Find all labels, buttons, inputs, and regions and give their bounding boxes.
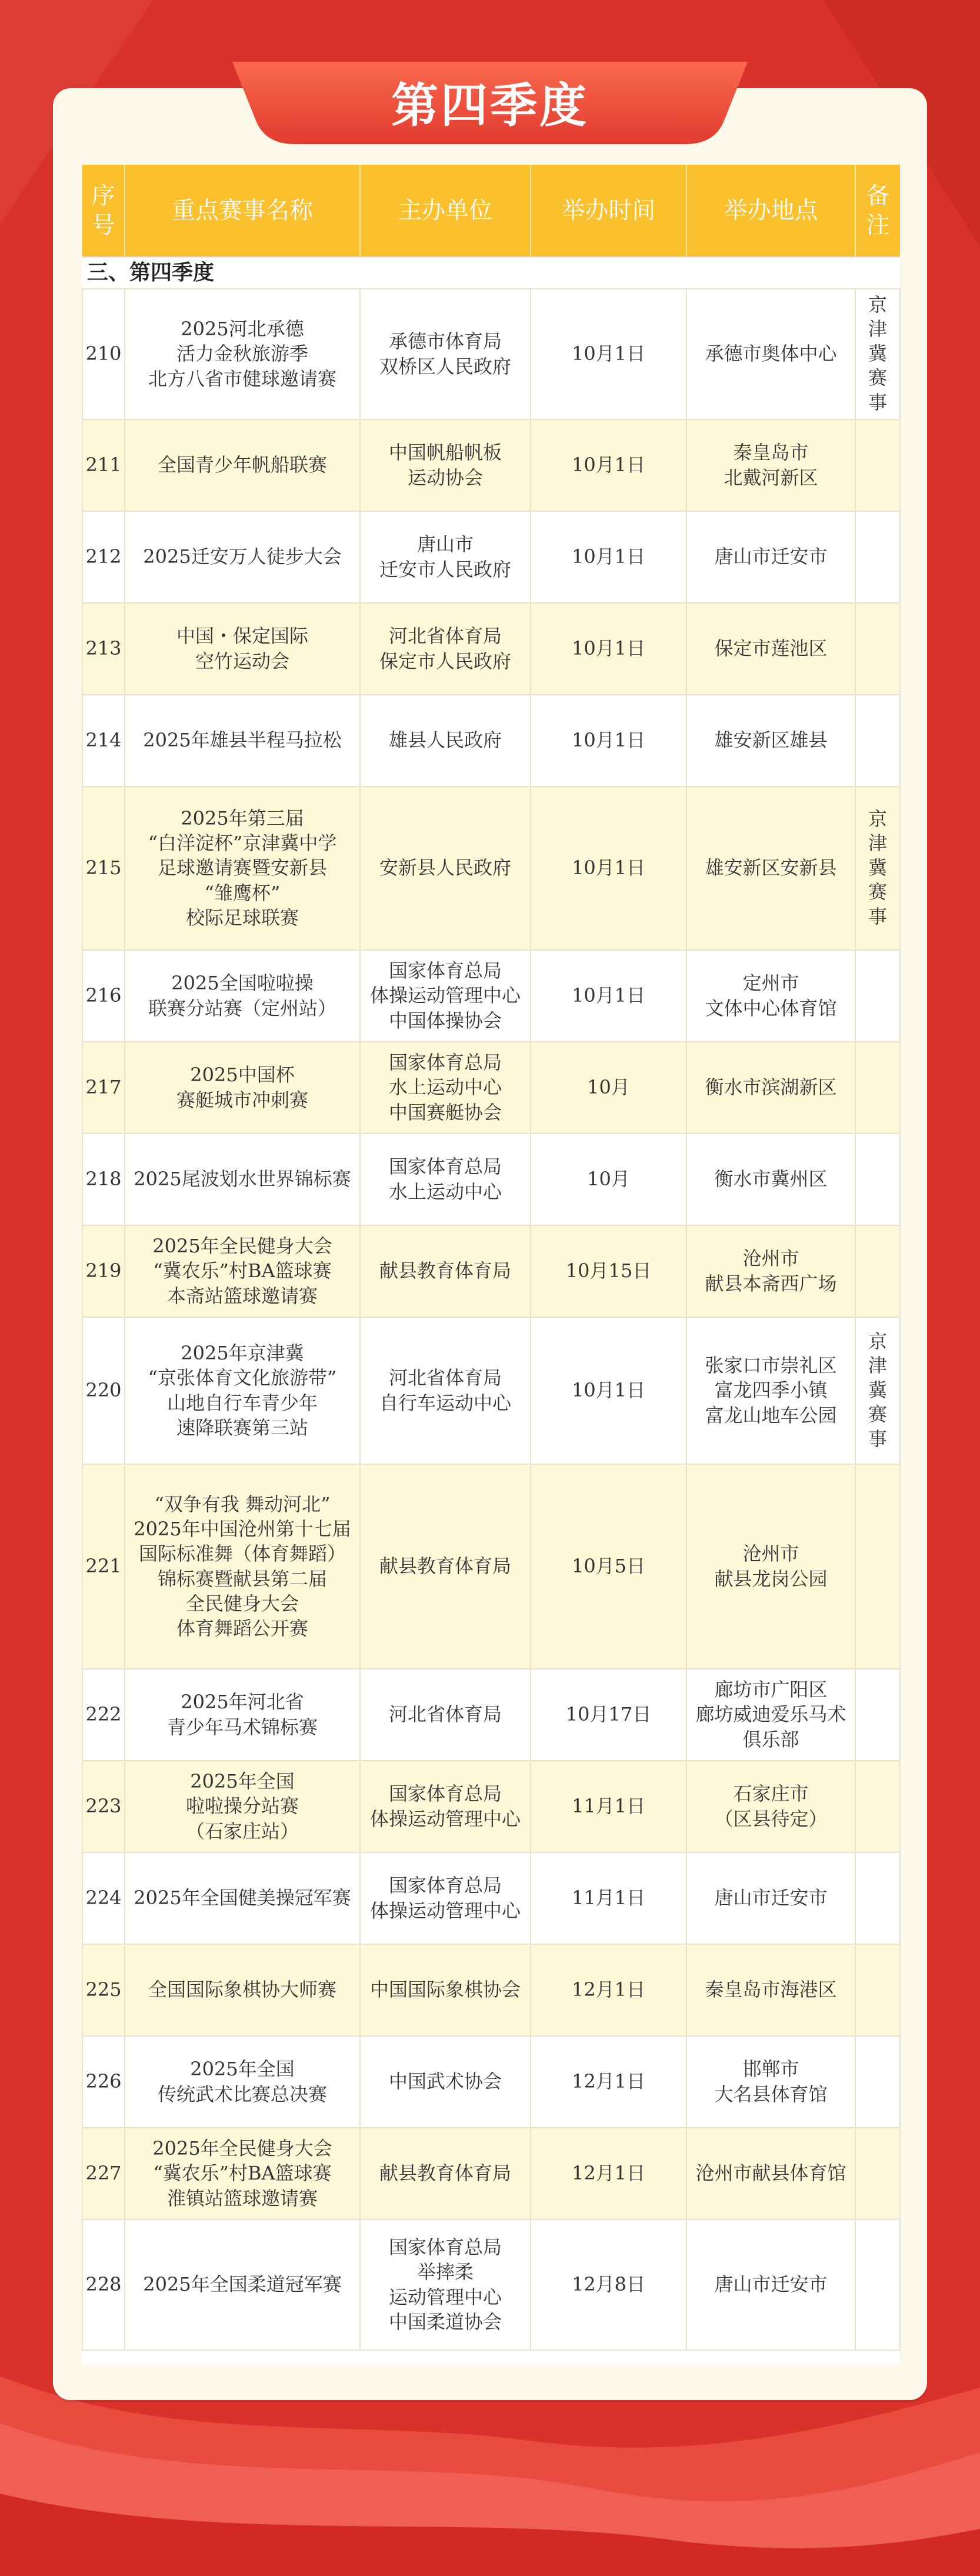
- event-note: [855, 2128, 900, 2220]
- event-note: [855, 1852, 900, 1944]
- row-index: 220: [82, 1317, 125, 1464]
- table-row: [82, 1852, 900, 1944]
- event-name: 2025年雄县半程马拉松: [125, 695, 360, 787]
- event-name: 2025年全国 传统武术比赛总决赛: [125, 2036, 360, 2128]
- event-place: 廊坊市广阳区 廊坊威迪爱乐马术 俱乐部: [686, 1669, 855, 1761]
- section-row: [82, 257, 900, 289]
- event-time: 10月1日: [531, 695, 686, 787]
- host-org: 国家体育总局 体操运动管理中心 中国体操协会: [360, 950, 531, 1042]
- row-index: 219: [82, 1225, 125, 1317]
- table-row: [82, 1317, 900, 1464]
- row-index: 223: [82, 1761, 125, 1852]
- event-time: 12月8日: [531, 2220, 686, 2350]
- header-note: 备 注: [855, 165, 900, 257]
- event-name: 全国青少年帆船联赛: [125, 419, 360, 511]
- event-name: 2025尾波划水世界锦标赛: [125, 1134, 360, 1225]
- event-note: [855, 1464, 900, 1669]
- table-row: [82, 603, 900, 695]
- event-name: 2025年全国柔道冠军赛: [125, 2220, 360, 2350]
- event-place: 石家庄市 （区县待定）: [686, 1761, 855, 1852]
- host-org: 献县教育体育局: [360, 1225, 531, 1317]
- row-index: 213: [82, 603, 125, 695]
- event-time: 10月1日: [531, 289, 686, 419]
- event-time: 10月: [531, 1042, 686, 1134]
- event-note: [855, 2036, 900, 2128]
- row-index: 226: [82, 2036, 125, 2128]
- row-index: 228: [82, 2220, 125, 2350]
- header-index: 序 号: [82, 165, 125, 257]
- host-org: 国家体育总局 水上运动中心 中国赛艇协会: [360, 1042, 531, 1134]
- host-org: 中国帆船帆板 运动协会: [360, 419, 531, 511]
- event-time: 12月1日: [531, 2128, 686, 2220]
- event-note: [855, 1669, 900, 1761]
- host-org: 中国国际象棋协会: [360, 1944, 531, 2036]
- host-org: 献县教育体育局: [360, 1464, 531, 1669]
- row-index: 214: [82, 695, 125, 787]
- event-name: 2025年全国 啦啦操分站赛 （石家庄站）: [125, 1761, 360, 1852]
- row-index: 227: [82, 2128, 125, 2220]
- table-row: [82, 419, 900, 511]
- host-org: 雄县人民政府: [360, 695, 531, 787]
- event-time: 10月1日: [531, 950, 686, 1042]
- header-place: 举办地点: [686, 165, 855, 257]
- event-time: 11月1日: [531, 1852, 686, 1944]
- event-time: 11月1日: [531, 1761, 686, 1852]
- table-row: [82, 1042, 900, 1134]
- event-note: [855, 1134, 900, 1225]
- table-header-row: [82, 165, 900, 257]
- row-index: 210: [82, 289, 125, 419]
- event-place: 唐山市迁安市: [686, 1852, 855, 1944]
- host-org: 安新县人民政府: [360, 787, 531, 950]
- event-place: 衡水市滨湖新区: [686, 1042, 855, 1134]
- event-time: 12月1日: [531, 1944, 686, 2036]
- table-row: [82, 2220, 900, 2350]
- host-org: 中国武术协会: [360, 2036, 531, 2128]
- row-index: 218: [82, 1134, 125, 1225]
- event-note: [855, 1042, 900, 1134]
- event-place: 秦皇岛市 北戴河新区: [686, 419, 855, 511]
- event-time: 12月1日: [531, 2036, 686, 2128]
- events-table: [82, 165, 901, 2351]
- event-place: 沧州市献县体育馆: [686, 2128, 855, 2220]
- table-row: [82, 695, 900, 787]
- row-index: 224: [82, 1852, 125, 1944]
- event-place: 张家口市崇礼区 富龙四季小镇 富龙山地车公园: [686, 1317, 855, 1464]
- table-row: [82, 1464, 900, 1669]
- header-event-name: 重点赛事名称: [125, 165, 360, 257]
- host-org: 河北省体育局 保定市人民政府: [360, 603, 531, 695]
- table-row: [82, 1134, 900, 1225]
- event-place: 沧州市 献县本斋西广场: [686, 1225, 855, 1317]
- event-time: 10月1日: [531, 603, 686, 695]
- host-org: 河北省体育局: [360, 1669, 531, 1761]
- host-org: 河北省体育局 自行车运动中心: [360, 1317, 531, 1464]
- event-name: 2025年全国健美操冠军赛: [125, 1852, 360, 1944]
- event-time: 10月5日: [531, 1464, 686, 1669]
- host-org: 国家体育总局 水上运动中心: [360, 1134, 531, 1225]
- table-row: [82, 950, 900, 1042]
- row-index: 222: [82, 1669, 125, 1761]
- header-time: 举办时间: [531, 165, 686, 257]
- section-label: 三、第四季度: [82, 257, 900, 289]
- row-index: 221: [82, 1464, 125, 1669]
- event-name: 2025年全民健身大会 “冀农乐”村BA篮球赛 淮镇站篮球邀请赛: [125, 2128, 360, 2220]
- event-name: 2025年河北省 青少年马术锦标赛: [125, 1669, 360, 1761]
- event-time: 10月1日: [531, 787, 686, 950]
- event-note: [855, 603, 900, 695]
- event-place: 唐山市迁安市: [686, 2220, 855, 2350]
- table-row: [82, 1669, 900, 1761]
- row-index: 215: [82, 787, 125, 950]
- host-org: 国家体育总局 体操运动管理中心: [360, 1852, 531, 1944]
- event-name: 2025全国啦啦操 联赛分站赛（定州站）: [125, 950, 360, 1042]
- table-row: [82, 1761, 900, 1852]
- event-name: 2025年第三届 “白洋淀杯”京津冀中学 足球邀请赛暨安新县 “雏鹰杯” 校际足球联赛: [125, 787, 360, 950]
- event-place: 定州市 文体中心体育馆: [686, 950, 855, 1042]
- event-time: 10月15日: [531, 1225, 686, 1317]
- event-note: [855, 2220, 900, 2350]
- host-org: 承德市体育局 双桥区人民政府: [360, 289, 531, 419]
- event-name: 2025中国杯 赛艇城市冲刺赛: [125, 1042, 360, 1134]
- event-place: 承德市奥体中心: [686, 289, 855, 419]
- event-time: 10月17日: [531, 1669, 686, 1761]
- event-time: 10月1日: [531, 419, 686, 511]
- event-note: [855, 1944, 900, 2036]
- event-name: 全国国际象棋协大师赛: [125, 1944, 360, 2036]
- event-place: 沧州市 献县龙岗公园: [686, 1464, 855, 1669]
- table-row: [82, 1225, 900, 1317]
- event-name: 2025迁安万人徒步大会: [125, 511, 360, 603]
- event-note: [855, 419, 900, 511]
- host-org: 国家体育总局 举摔柔 运动管理中心 中国柔道协会: [360, 2220, 531, 2350]
- event-place: 保定市莲池区: [686, 603, 855, 695]
- event-note: [855, 695, 900, 787]
- row-index: 216: [82, 950, 125, 1042]
- event-place: 秦皇岛市海港区: [686, 1944, 855, 2036]
- event-note: 京 津 冀 赛 事: [855, 289, 900, 419]
- event-name: 2025年京津冀 “京张体育文化旅游带” 山地自行车青少年 速降联赛第三站: [125, 1317, 360, 1464]
- event-place: 雄安新区安新县: [686, 787, 855, 950]
- header-host: 主办单位: [360, 165, 531, 257]
- host-org: 国家体育总局 体操运动管理中心: [360, 1761, 531, 1852]
- host-org: 唐山市 迁安市人民政府: [360, 511, 531, 603]
- event-note: [855, 1761, 900, 1852]
- event-time: 10月: [531, 1134, 686, 1225]
- event-name: 2025年全民健身大会 “冀农乐”村BA篮球赛 本斋站篮球邀请赛: [125, 1225, 360, 1317]
- event-time: 10月1日: [531, 511, 686, 603]
- row-index: 217: [82, 1042, 125, 1134]
- event-note: [855, 950, 900, 1042]
- event-name: 2025河北承德 活力金秋旅游季 北方八省市健球邀请赛: [125, 289, 360, 419]
- event-place: 衡水市冀州区: [686, 1134, 855, 1225]
- event-name: “双争有我 舞动河北” 2025年中国沧州第十七届 国际标准舞（体育舞蹈） 锦标赛暨献县第二届 全民健身大会 体育舞蹈公开赛: [125, 1464, 360, 1669]
- row-index: 212: [82, 511, 125, 603]
- event-place: 雄安新区雄县: [686, 695, 855, 787]
- event-place: 唐山市迁安市: [686, 511, 855, 603]
- event-note: 京 津 冀 赛 事: [855, 1317, 900, 1464]
- table-row: [82, 787, 900, 950]
- table-row: [82, 289, 900, 419]
- table-row: [82, 1944, 900, 2036]
- page-title: 第四季度: [391, 78, 589, 133]
- event-place: 邯郸市 大名县体育馆: [686, 2036, 855, 2128]
- row-index: 225: [82, 1944, 125, 2036]
- event-name: 中国・保定国际 空竹运动会: [125, 603, 360, 695]
- table-row: [82, 2036, 900, 2128]
- events-table-container: [82, 165, 899, 2365]
- event-note: 京 津 冀 赛 事: [855, 787, 900, 950]
- host-org: 献县教育体育局: [360, 2128, 531, 2220]
- event-note: [855, 511, 900, 603]
- table-row: [82, 2128, 900, 2220]
- event-time: 10月1日: [531, 1317, 686, 1464]
- table-row: [82, 511, 900, 603]
- row-index: 211: [82, 419, 125, 511]
- event-note: [855, 1225, 900, 1317]
